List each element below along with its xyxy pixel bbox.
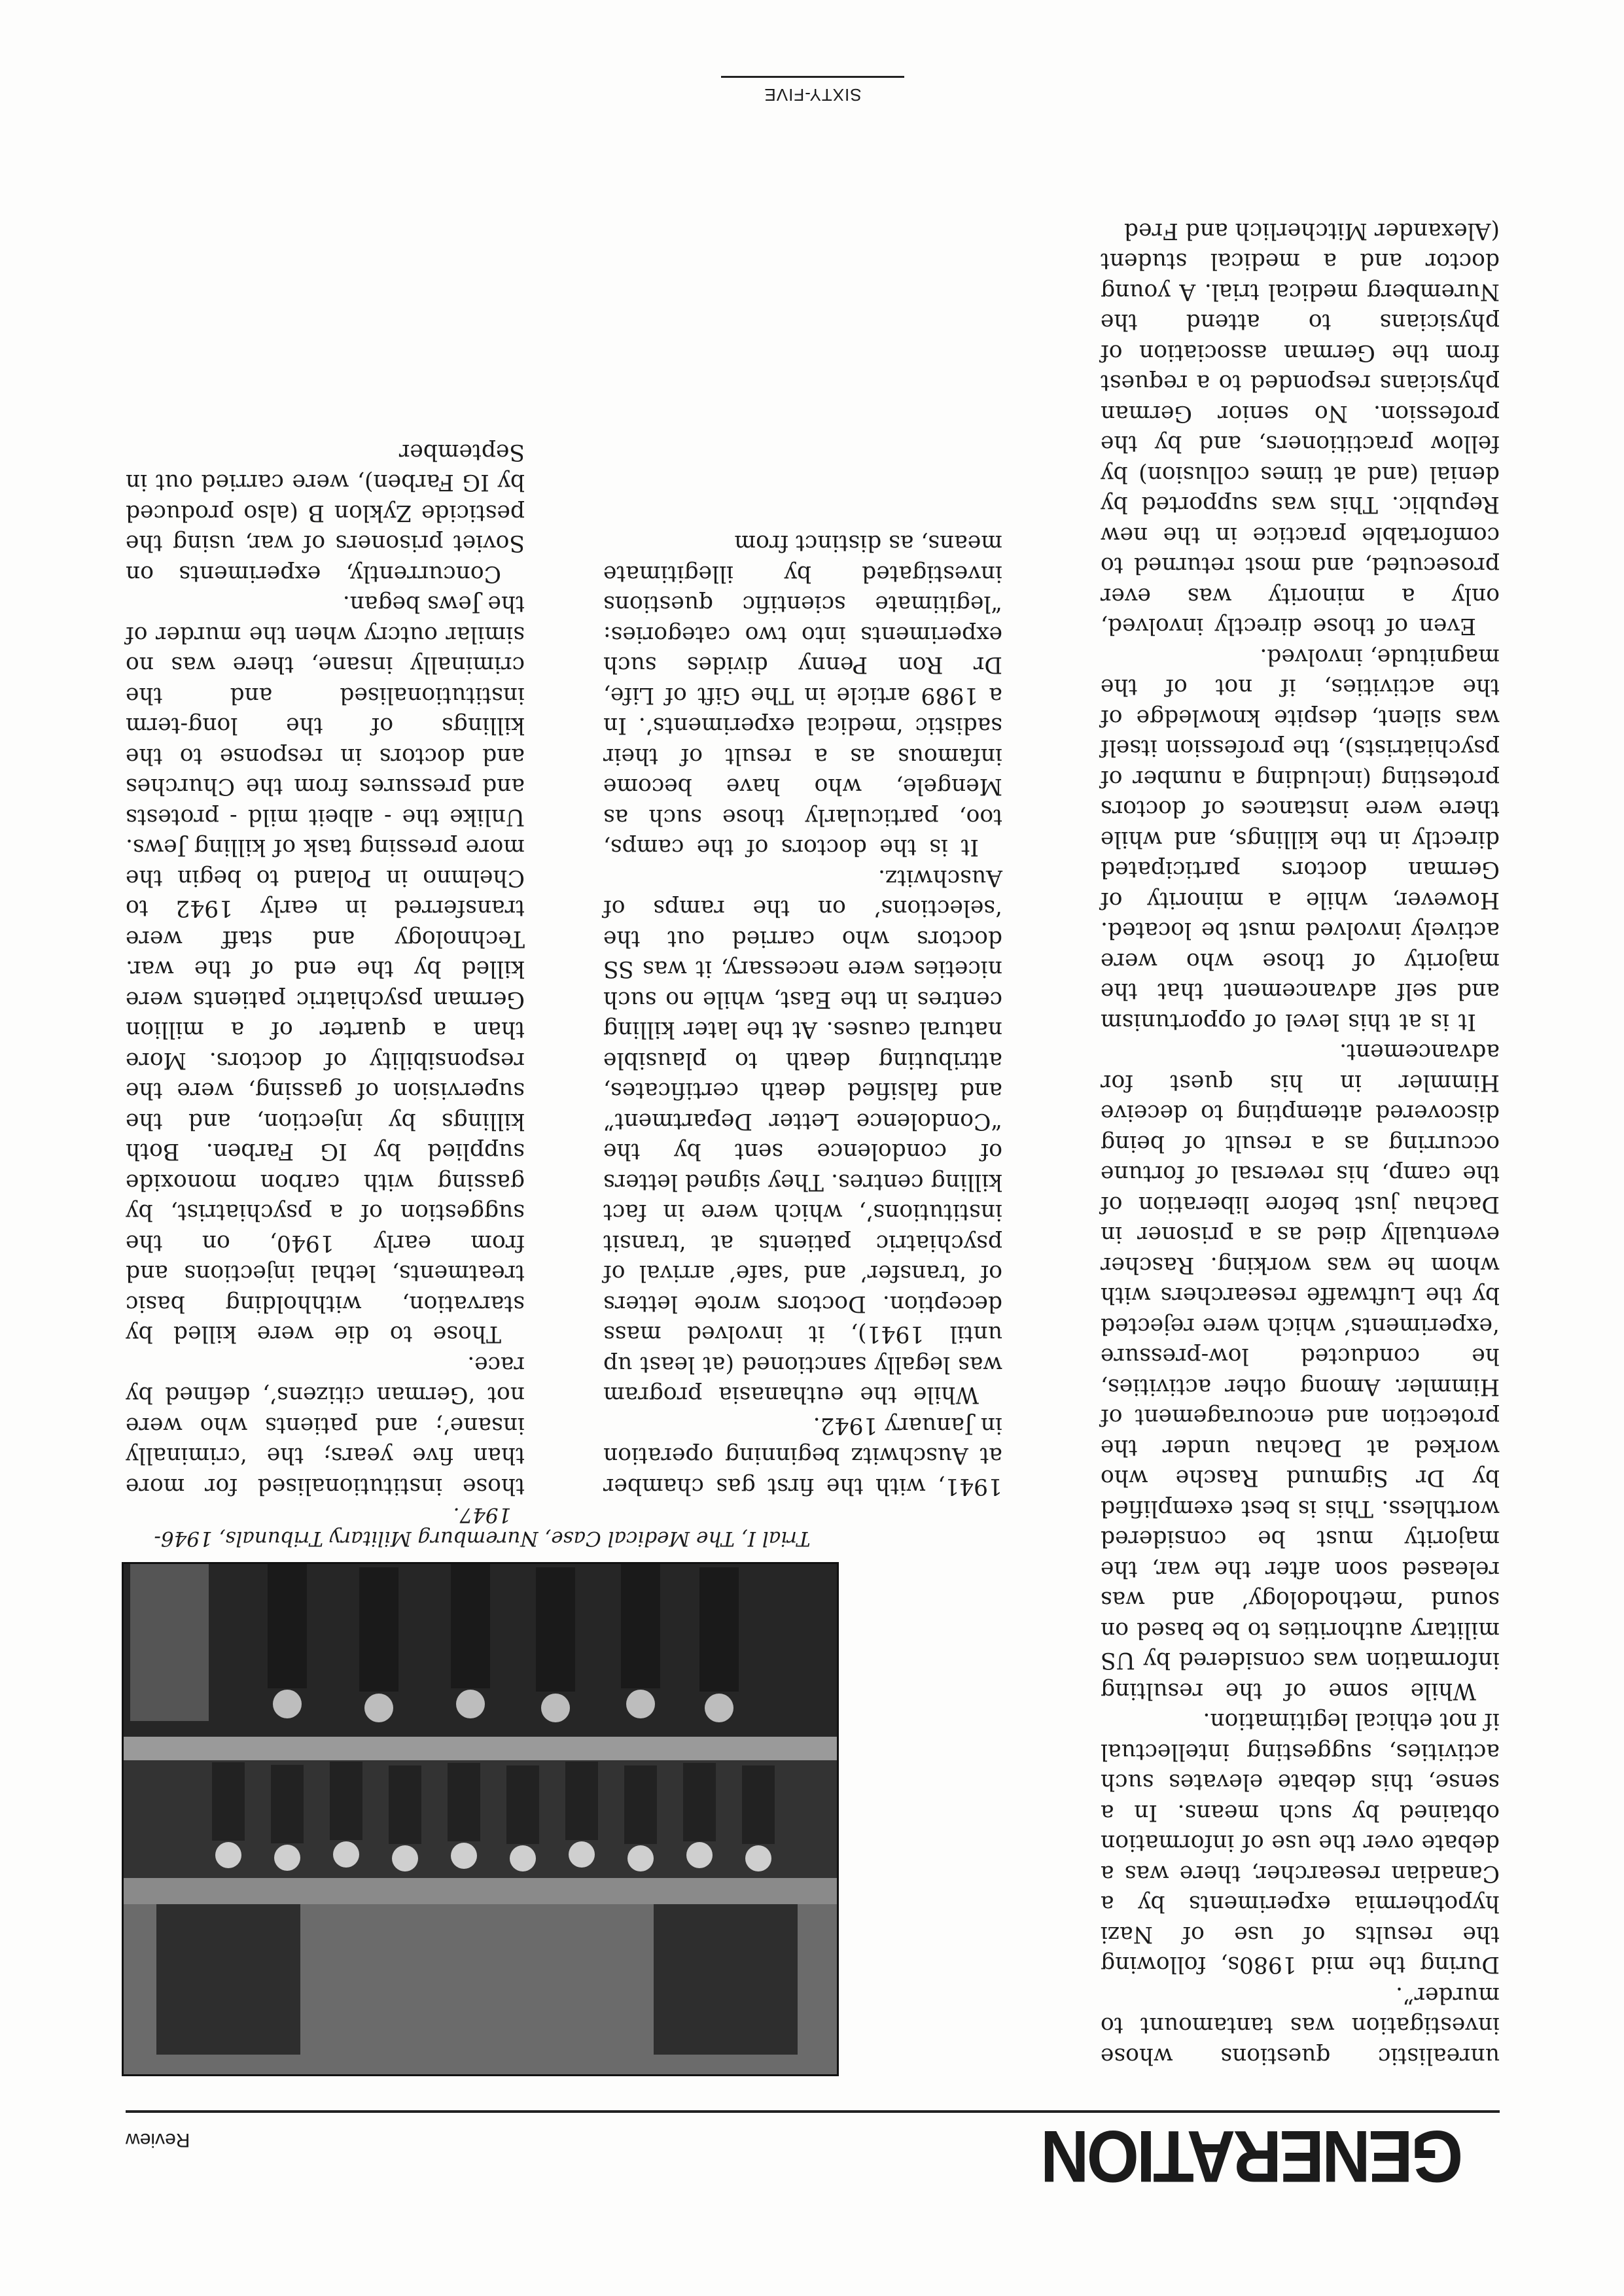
- photo-illustration: [124, 1564, 837, 2074]
- paragraph: Even of those directly involved, only a minority was ever prosecuted, and most returned to comfortable practice in the new Republic. This was supported by denial (and at times collusion) by fellow practitioners, and by the profession. No senior German physicians responded to a request from the German association of physicians to attend the Nuremberg medical trial. A young doctor and a medical student (Alexander Mitcherlich and Fred: [1101, 218, 1500, 640]
- paragraph: unrealistic questions whose investigation was tantamount to murder”.: [1101, 1982, 1500, 2069]
- masthead: [126, 2115, 1500, 2197]
- masthead-subtitle: Review: [126, 2129, 190, 2151]
- paragraph: While some of the resulting information was considered by US military authorities to be based on sound ‘methodology’ and was released soon after the war, the majority must be considered worthless. This is best exemplified by Dr Sigmund Rasche who worked at Dachau under the protection and encouragement of Himmler. Among other activities, he conducted low-pressure ‘experiments’ which were rejected by the Luftwaffe researchers with whom he was working. Rascher eventually died as a prisoner in Dachau just before liberation of the camp, his reversal of fortune occurring as a result of being discovered attempting to deceive Himmler in his quest for advancement.: [1101, 1039, 1500, 1704]
- paragraph: While the euthanasia program was legally sanctioned (at least up until 1941), it involved mass deception. Doctors wrote letters of ‘transfer’ and ‘safe’ arrival of psychiatric patients at ‘transit institutions’, which were in fact killing centres. They signed letters of condolence sent by the “Condolence Letter Department” and falsified death certificates, attributing death to plausible natural causes. At the later killing centres in the East, while no such niceties were necessary, it was SS doctors who carried out the ‘selections’ on the ramps of Auschwitz.: [603, 865, 1002, 1408]
- nuremberg-trial-photo: [122, 1562, 839, 2076]
- text-column-3: [126, 437, 525, 1502]
- masthead-title: GENERATION: [1042, 2115, 1464, 2197]
- photo-caption: Trial I, The Medical Case, Nuremburg Military Tribunals, 1946-1947.: [154, 1503, 811, 1550]
- text-column-2: [603, 528, 1002, 1501]
- paragraph: It is the doctors of the camps, too, particularly those such as Mengele, who have become infamous as a result of their sadistic ‘medical experiments’. In a 1989 article in The Gift of Life, Dr Ron Penny divides such experiments into two categories: “legitimate scientific questions investigated by illegitimate means, as distinct from: [603, 530, 1002, 861]
- paragraph: It is at this level of opportunism and self advancement that the majority of those who were actively involved must be located. However, while a minority of German doctors participated directly in the killings, and while there were instances of doctors protesting (including a number of psychiatrists), the profession itself was silent, despite knowledge of the activities, if not of the magnitude, involved.: [1101, 644, 1500, 1035]
- paragraph: During the mid 1980s, following the results of use of Nazi hypothermia experiments by a Canadian researcher, there was a debate over the use of information obtained by such means. In a sense, this debate elevates such activities, suggesting intellectual if not ethical legitimation.: [1101, 1708, 1500, 1978]
- paragraph: Concurrently, experiments on Soviet prisoners of war, using the pesticide Zyklon B (also produced by IG Farben), were carried out in September: [126, 439, 525, 587]
- text-column-1: [1101, 82, 1500, 2071]
- paragraph: Those to die were killed by starvation, withholding basic treatments, lethal injections and from early 1940, on the suggestion of a psychiatrist, by gassing with carbon monoxide supplied by IG Farben. Both killings by injection, and the supervision of gassing, were the responsibility of doctors. More than a quarter of a million German psychiatric patients were killed by the end of the war. Technology and staff were transferred in early 1942 to Chelmno in Poland to begin the more pressing task of killing Jews. Unlike the - albeit mild - protests and pressures from the Churches and doctors in response to the killings of the long-term institutionalised and the criminally insane, there was no similar outcry when the murder of the Jews began.: [126, 591, 525, 1348]
- paragraph: those institutionalised for more than five years; the ‘criminally insane’; and patients who were not ‘German citizens’, defined by race.: [126, 1351, 525, 1499]
- masthead-rule: [126, 2110, 1500, 2113]
- page-number: SIXTY-FIVE: [721, 76, 904, 105]
- paragraph: 1941, with the first gas chamber at Auschwitz beginning operation in January 1942.: [603, 1412, 1002, 1499]
